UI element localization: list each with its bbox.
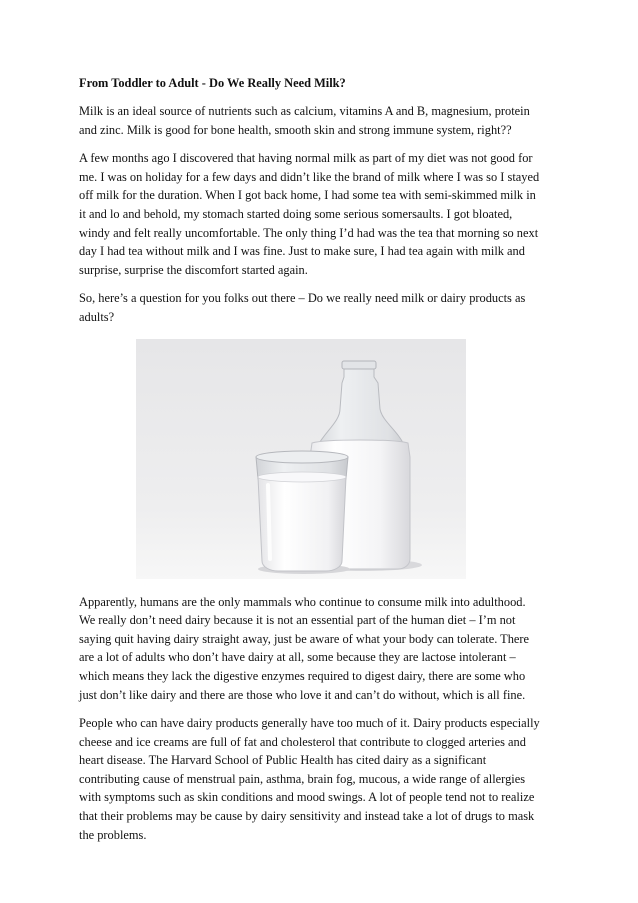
text-line: Milk is an ideal source of nutrients such as calcium, vitamins A and B, magnesium, protein <box>79 104 530 118</box>
text-line: contributing cause of menstrual pain, asthma, brain fog, mucous, a wide range of allergies <box>79 771 526 786</box>
paragraph-health <box>79 714 567 844</box>
text-line: day I had tea without milk and I was fine. Just to make sure, I had tea again with milk and <box>79 244 525 259</box>
text-line: So, here’s a question for you folks out there – Do we really need milk or dairy products as <box>79 291 526 306</box>
text-line: that their problems may be cause by dairy sensitivity and instead take a lot of drugs to mask <box>79 809 535 824</box>
text-line: cheese and ice creams are full of fat and cholesterol that contribute to clogged arteries and <box>79 734 526 749</box>
text-line: adults? <box>79 309 115 324</box>
text-line: heart disease. The Harvard School of Public Health has cited dairy as a significant <box>79 753 487 768</box>
text-line: Apparently, humans are the only mammals who continue to consume milk into adulthood. <box>79 594 526 609</box>
text-line: me. I was on holiday for a few days and didn’t like the brand of milk where I was so I stayed <box>79 169 540 184</box>
document-page <box>79 74 567 854</box>
text-line: with symptoms such as skin conditions and mood swings. A lot of people tend not to realize <box>79 790 535 805</box>
text-line: surprise, surprise the discomfort started again. <box>79 262 308 277</box>
text-line: A few months ago I discovered that having normal milk as part of my diet was not good for <box>79 151 533 166</box>
text-line: the problems. <box>79 827 147 842</box>
paragraph-story <box>79 149 567 279</box>
text-line: People who can have dairy products generally have too much of it. Dairy products especially <box>79 716 540 731</box>
text-line: it and lo and behold, my stomach started doing some serious somersaults. I got bloated, <box>79 206 513 221</box>
article-title: From Toddler to Adult - Do We Really Need Milk? <box>79 76 346 90</box>
paragraph-mammals <box>79 593 567 705</box>
text-line: are a lot of adults who don’t have dairy at all, some because they are lactose intolerant – <box>79 650 516 665</box>
text-line: off milk for the duration. When I got back home, I had some tea with semi-skimmed milk in <box>79 188 536 203</box>
milk-photo <box>136 339 466 579</box>
glass-milk-surface <box>258 472 346 482</box>
text-line: We really don’t need dairy because it is not an essential part of the human diet – I’m not <box>79 613 516 628</box>
text-line: which means they lack the digestive enzymes required to digest dairy, there are some who <box>79 668 526 683</box>
glass-rim-top <box>256 451 348 463</box>
paragraph-intro <box>79 102 567 139</box>
text-line: windy and felt really uncomfortable. The only thing I’d had was the tea that morning so next <box>79 225 539 240</box>
text-line: and zinc. Milk is good for bone health, smooth skin and strong immune system, right?? <box>79 122 512 137</box>
text-line: just don’t like dairy and there are those who love it and can’t do without, which is all fine. <box>79 687 526 702</box>
text-line: saying quit having dairy straight away, just be aware of what your body can tolerate. There <box>79 631 530 646</box>
paragraph-question <box>79 289 567 326</box>
bottle-lip <box>342 361 376 369</box>
glass-highlight <box>268 485 270 559</box>
